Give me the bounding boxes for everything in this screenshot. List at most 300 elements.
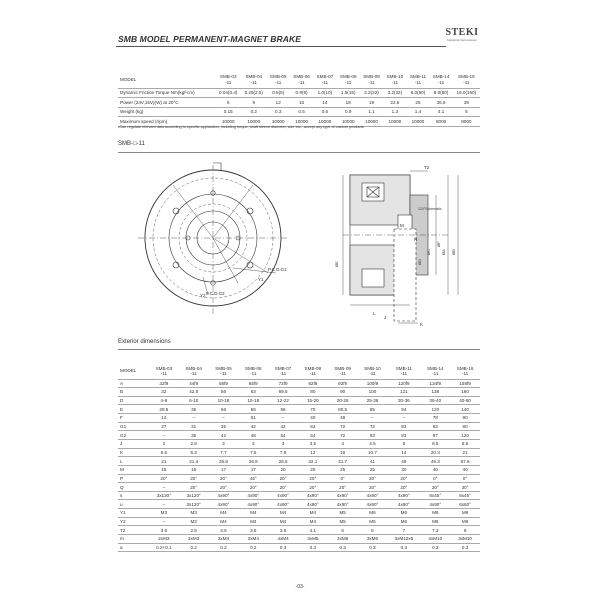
specs-header-col (290, 72, 313, 88)
model-name-part: SMB-10 (364, 365, 381, 371)
model-name-part: -11 (369, 371, 376, 377)
table-cell: 3.5 (149, 526, 179, 535)
row-label: Y2 (118, 517, 149, 526)
table-cell: 7.3 (420, 526, 450, 535)
table-cell: 10000 (290, 117, 313, 127)
table-cell: 42 (268, 422, 298, 431)
table-cell: 21 (450, 448, 480, 457)
row-label: Weight (kg) (118, 107, 215, 117)
model-name-part: SMB-06 (293, 74, 310, 80)
table-cell: M4 (298, 517, 328, 526)
table-cell: 20-26 (328, 396, 358, 405)
row-label: u (118, 500, 149, 509)
table-cell: 3.5 (298, 439, 328, 448)
specification-table (118, 72, 480, 127)
table-cell: 0.04(0.4) (215, 88, 241, 98)
table-cell: 3xM6 (328, 535, 358, 544)
table-cell: 31.7 (328, 457, 358, 466)
table-cell: 4xM4 (268, 535, 298, 544)
table-cell: 10000 (241, 117, 267, 127)
table-cell: 30-36 (387, 396, 420, 405)
table-cell: 100f9 (358, 379, 388, 388)
table-cell: 25-36 (358, 396, 388, 405)
table-cell: M3 (179, 517, 209, 526)
model-name-part: -11 (275, 79, 282, 85)
table-cell: 4x90° (238, 491, 268, 500)
table-cell: 4 (328, 439, 358, 448)
table-cell: – (387, 414, 420, 423)
table-cell: 6.5 (149, 448, 179, 457)
model-name-part: SMB-07 (274, 365, 292, 371)
page-number: -03- (295, 584, 305, 590)
model-name-part: -11 (400, 371, 408, 377)
table-cell: 0.3 (268, 543, 298, 552)
table-cell: 6 (453, 107, 480, 117)
table-cell: 0.3 (358, 543, 388, 552)
table-cell: 82f9 (298, 379, 328, 388)
table-cell: 22.5 (383, 98, 406, 108)
table-cell: 10000 (267, 117, 290, 127)
model-name-part: SMB-14 (426, 365, 444, 371)
row-label: M (118, 465, 149, 474)
row-label: Power (24V,16V)(W) at 20°C (118, 98, 215, 108)
model-name-part: SMB-04 (185, 365, 202, 371)
table-cell: 80.5 (328, 405, 358, 414)
row-label: A (118, 379, 149, 388)
table-cell: 0.6 (313, 107, 336, 117)
label-t2: T2 (424, 165, 430, 170)
table-row (118, 379, 480, 388)
table-cell: 4x90° (209, 500, 239, 509)
table-cell: 83 (358, 431, 388, 440)
table-cell: 4x90° (268, 500, 298, 509)
table-cell: 7.5 (238, 448, 268, 457)
dimensions-header-col (179, 364, 209, 379)
table-row (118, 517, 480, 526)
table-cell: 10000 (360, 117, 383, 127)
table-cell: 42 (238, 422, 268, 431)
table-cell: 16 (328, 448, 358, 457)
table-cell: 3xM5 (298, 535, 328, 544)
specs-header-col (267, 72, 290, 88)
table-cell: 0.9 (337, 107, 360, 117)
table-cell: 0.3 (298, 543, 328, 552)
table-cell: 19 (360, 98, 383, 108)
table-cell: 8.0(80) (429, 88, 452, 98)
model-name-part: SMB-16 (456, 365, 474, 371)
table-cell: 51 (238, 414, 268, 423)
table-cell: 9 (241, 98, 267, 108)
page-title: SMB MODEL PERMANENT-MAGNET BRAKE (118, 34, 301, 44)
model-name-part: -11 (463, 79, 470, 85)
table-cell: 14 (387, 448, 420, 457)
table-cell: 1.3 (383, 107, 406, 117)
label-j: J (384, 315, 387, 320)
label-oc: ØC (426, 249, 431, 255)
model-name-part: -11 (461, 371, 469, 377)
label-of: ØF (436, 241, 441, 247)
table-cell: 20° (179, 483, 209, 492)
model-name-part: SMB-08 (339, 74, 357, 80)
model-name-part: SMB-10 (386, 74, 404, 80)
row-label: s (118, 491, 149, 500)
row-label: T2 (118, 526, 149, 535)
table-cell: 12-22 (268, 396, 298, 405)
table-cell: 160 (450, 388, 480, 397)
table-cell: 20° (238, 483, 268, 492)
table-cell: 30 (387, 465, 420, 474)
table-cell: 40 (420, 465, 450, 474)
table-cell: 16.0(160) (453, 88, 480, 98)
table-cell: 72 (358, 422, 388, 431)
dimensions-header-col (328, 364, 358, 379)
table-cell: 14 (149, 414, 179, 423)
table-cell: 5.3 (179, 448, 209, 457)
table-cell: 0.3 (450, 543, 480, 552)
table-row (118, 422, 480, 431)
model-name-part: SMB-03 (219, 74, 237, 80)
table-cell: 1.0(10) (313, 88, 336, 98)
model-name-part: SMB-05 (215, 365, 232, 371)
table-cell: 2 (149, 439, 179, 448)
table-cell: 3x120° (179, 491, 209, 500)
table-cell: 36.5 (429, 98, 452, 108)
table-row (118, 88, 480, 98)
table-cell: 65f9 (238, 379, 268, 388)
table-cell: 15 (149, 465, 179, 474)
model-name-part: -11 (279, 371, 287, 377)
table-cell: M6 (450, 517, 480, 526)
table-cell: 32f9 (149, 379, 179, 388)
table-cell: M4 (298, 509, 328, 518)
table-cell: 0° (328, 474, 358, 483)
table-cell: 12 (298, 448, 328, 457)
table-row (118, 500, 480, 509)
table-cell: 4x90° (238, 500, 268, 509)
table-cell: 4x90° (358, 500, 388, 509)
specs-header-col (360, 72, 383, 88)
table-row (118, 543, 480, 552)
table-cell: 15 (290, 98, 313, 108)
row-label: P (118, 474, 149, 483)
table-cell: M6 (358, 509, 388, 518)
table-cell: 62 (298, 422, 328, 431)
model-name-part: SMB-16 (458, 74, 475, 80)
model-name-part: -11 (250, 371, 257, 377)
table-cell: 26.8 (238, 457, 268, 466)
page-header (116, 24, 480, 54)
table-cell: 4x90° (328, 500, 358, 509)
table-cell: 35 (179, 405, 209, 414)
table-cell: 4x90° (268, 491, 298, 500)
table-row (118, 465, 480, 474)
table-cell: 0.25(2.5) (241, 88, 267, 98)
model-name-part: SMB-07 (316, 74, 334, 80)
table-cell: – (268, 414, 298, 423)
table-cell: 121 (387, 388, 420, 397)
table-cell: M6 (420, 517, 450, 526)
table-cell: 0.2 (179, 543, 209, 552)
model-name-part: -11 (298, 79, 305, 85)
table-cell: 20° (387, 483, 420, 492)
table-cell: 25 (298, 465, 328, 474)
table-cell: 120f9 (387, 379, 420, 388)
table-cell: 21 (149, 457, 179, 466)
model-name-part: SMB-11 (395, 365, 412, 371)
row-label: Dynamic Friction Torque Nm(kgf-cm) (118, 88, 215, 98)
table-cell: 56 (268, 405, 298, 414)
table-cell: 26.5 (268, 457, 298, 466)
table-cell: 6 (215, 98, 241, 108)
model-name-part: -11 (368, 79, 375, 85)
specs-header-col (313, 72, 336, 88)
table-row (118, 483, 480, 492)
footnote: •Can regulate relevant data according to specific application, including torque, shaft sleeve diameter, size etc., accept any type of custom products. (118, 125, 365, 129)
label-pcd-g2: P.C.D.G2 (206, 291, 225, 296)
table-cell: 3 (209, 439, 239, 448)
table-cell: 97 (420, 431, 450, 440)
table-cell: 3xM10 (450, 535, 480, 544)
table-cell: 45° (238, 474, 268, 483)
table-row (118, 396, 480, 405)
table-cell: 83 (387, 422, 420, 431)
table-cell: M6 (387, 509, 420, 518)
header-rule (116, 46, 446, 47)
table-cell: M5 (328, 517, 358, 526)
table-row (118, 535, 480, 544)
table-cell: 3xM4 (209, 535, 239, 544)
table-cell: 0.2+0.1 (149, 543, 179, 552)
specs-header-col (337, 72, 360, 88)
table-row (118, 526, 480, 535)
model-name-part: -11 (160, 371, 168, 377)
label-ob: ØB (451, 249, 456, 255)
table-cell: M3 (179, 509, 209, 518)
table-cell: 17 (209, 465, 239, 474)
model-name-part: SMB-09 (363, 74, 380, 80)
table-cell: 8x45° (450, 491, 480, 500)
dimensions-rule (118, 349, 480, 350)
table-cell: 4-8 (149, 396, 179, 405)
label-l: L (373, 311, 376, 316)
table-row (118, 448, 480, 457)
brand-name: STEKI (445, 27, 479, 38)
table-cell: 20° (179, 474, 209, 483)
dimensions-title: Exterior dimensions (118, 339, 171, 345)
model-name-part: -11 (391, 79, 399, 85)
table-cell: 14 (313, 98, 336, 108)
dimensions-table (118, 364, 480, 552)
label-pcd-g1: P.C.D.G1 (268, 267, 287, 272)
table-cell: 8000 (453, 117, 480, 127)
label-120-schematic: 120°Schematic (418, 207, 442, 211)
table-cell: 20° (268, 474, 298, 483)
dimensions-header-col (387, 364, 420, 379)
model-name-part: -11 (432, 371, 439, 377)
table-cell: M4 (268, 509, 298, 518)
row-label: m (118, 535, 149, 544)
table-cell: 0.3 (328, 543, 358, 552)
table-cell: 32 (149, 388, 179, 397)
table-cell: 40-60 (450, 396, 480, 405)
table-cell: 36-40 (420, 396, 450, 405)
dimensions-header-col (298, 364, 328, 379)
table-cell: 10000 (313, 117, 336, 127)
table-cell: 8.5 (420, 439, 450, 448)
table-cell: 42 (209, 431, 239, 440)
table-cell: 56 (209, 388, 239, 397)
row-label: Maximum speed (r/pm) (118, 117, 215, 127)
table-cell: 6x60° (450, 500, 480, 509)
table-cell: 17 (238, 465, 268, 474)
table-cell: 15-20 (298, 396, 328, 405)
dimensions-header-col (420, 364, 450, 379)
table-cell: 49.3 (420, 457, 450, 466)
table-row (118, 439, 480, 448)
table-cell: 10-18 (238, 396, 268, 405)
model-name-part: SMB-08 (304, 365, 322, 371)
table-cell: 4x90° (209, 491, 239, 500)
table-row (118, 491, 480, 500)
model-name-part: -11 (321, 79, 329, 85)
table-cell: 4.1 (298, 526, 328, 535)
table-cell: M6 (420, 509, 450, 518)
table-cell: 40 (298, 414, 328, 423)
table-cell: 0° (450, 474, 480, 483)
table-cell: 72f9 (268, 379, 298, 388)
table-cell: 4x90° (298, 491, 328, 500)
row-label: F (118, 414, 149, 423)
table-cell: 10000 (337, 117, 360, 127)
table-cell: 63 (238, 388, 268, 397)
label-y2: Y2 (200, 293, 206, 298)
specs-header-col (453, 72, 480, 88)
table-cell: 20° (209, 474, 239, 483)
table-cell: – (209, 414, 239, 423)
table-cell: 4.5 (358, 439, 388, 448)
model-name-part: SMB-11 (409, 74, 427, 80)
dimensions-header-col (450, 364, 480, 379)
table-cell: 0.5 (290, 107, 313, 117)
table-cell: M4 (238, 509, 268, 518)
table-cell: 72 (328, 431, 358, 440)
table-cell: – (149, 500, 179, 509)
specs-header-col (241, 72, 267, 88)
table-cell: 3xM10 (420, 535, 450, 544)
table-cell: 69.5 (268, 388, 298, 397)
table-cell: 4x90° (420, 500, 450, 509)
table-row (118, 474, 480, 483)
model-name-part: SMB-06 (244, 365, 262, 371)
row-label: E (118, 405, 149, 414)
table-cell: 0.3 (420, 543, 450, 552)
table-cell: 0.2 (238, 543, 268, 552)
specs-header-col (429, 72, 452, 88)
table-cell: 35 (209, 422, 239, 431)
table-cell: – (149, 431, 179, 440)
table-cell: 90 (328, 388, 358, 397)
table-cell: 120 (450, 431, 480, 440)
label-oe: ØE (334, 261, 339, 267)
model-name-part: SMB-09 (334, 365, 351, 371)
model-name-part: SMB-05 (269, 74, 287, 80)
table-cell: 83 (420, 422, 450, 431)
table-cell: 140 (450, 405, 480, 414)
table-cell: 26.8 (209, 457, 239, 466)
table-cell: 40 (450, 465, 480, 474)
table-cell: 10-18 (209, 396, 239, 405)
table-cell: 20° (358, 474, 388, 483)
table-cell: 90 (450, 414, 480, 423)
table-cell: 8x45° (420, 491, 450, 500)
table-cell: 9 (450, 526, 480, 535)
model-name-part: -11 (250, 79, 257, 85)
table-cell: 3 (238, 439, 268, 448)
table-row (118, 509, 480, 518)
label-od: ØD (417, 259, 422, 265)
model-name-part: SMB-03 (155, 365, 173, 371)
table-cell: 0.2 (209, 543, 239, 552)
table-cell: 25 (328, 465, 358, 474)
table-cell: 20° (298, 474, 328, 483)
table-cell: 56 (209, 405, 239, 414)
drawing-rule (118, 152, 480, 153)
table-cell: 46 (387, 457, 420, 466)
table-cell: 4.1 (429, 107, 452, 117)
table-cell: 41 (358, 457, 388, 466)
table-cell: 28.5 (149, 405, 179, 414)
specs-header-col (383, 72, 406, 88)
model-name-part: -11 (309, 371, 316, 377)
table-cell: 92f9 (328, 379, 358, 388)
table-cell: 80 (298, 388, 328, 397)
table-cell: 18 (337, 98, 360, 108)
dimensions-header-col (268, 364, 298, 379)
table-cell: 3x120° (149, 491, 179, 500)
label-y1: Y1 (258, 277, 264, 282)
specs-header-model: MODEL (118, 72, 215, 88)
table-row (118, 457, 480, 466)
table-cell: 20° (387, 474, 420, 483)
table-cell: 3.5 (268, 526, 298, 535)
table-cell: M6 (387, 517, 420, 526)
specs-header-col (215, 72, 241, 88)
table-cell: 67.6 (450, 457, 480, 466)
dimensions-header-col (149, 364, 179, 379)
table-row (118, 414, 480, 423)
table-cell: 3xM10x6 (387, 535, 420, 544)
table-cell: 4x90° (387, 491, 420, 500)
dimensions-header-col (238, 364, 268, 379)
table-cell: 35 (179, 431, 209, 440)
table-cell: 39 (453, 98, 480, 108)
model-name-part: -11 (345, 79, 352, 85)
label-n: N (414, 237, 418, 242)
table-cell: 8.5 (450, 439, 480, 448)
table-cell: 2.2(22) (360, 88, 383, 98)
table-cell: 6-10 (179, 396, 209, 405)
table-cell: 5 (328, 526, 358, 535)
table-cell: 42.8 (179, 388, 209, 397)
table-cell: 15 (179, 465, 209, 474)
table-cell: 7.5 (268, 448, 298, 457)
table-cell: 3.5 (238, 526, 268, 535)
table-cell: 3.5 (209, 526, 239, 535)
table-cell: 4x90° (298, 500, 328, 509)
table-cell: 100 (358, 388, 388, 397)
table-row (118, 388, 480, 397)
model-name-part: SMB-14 (432, 74, 450, 80)
